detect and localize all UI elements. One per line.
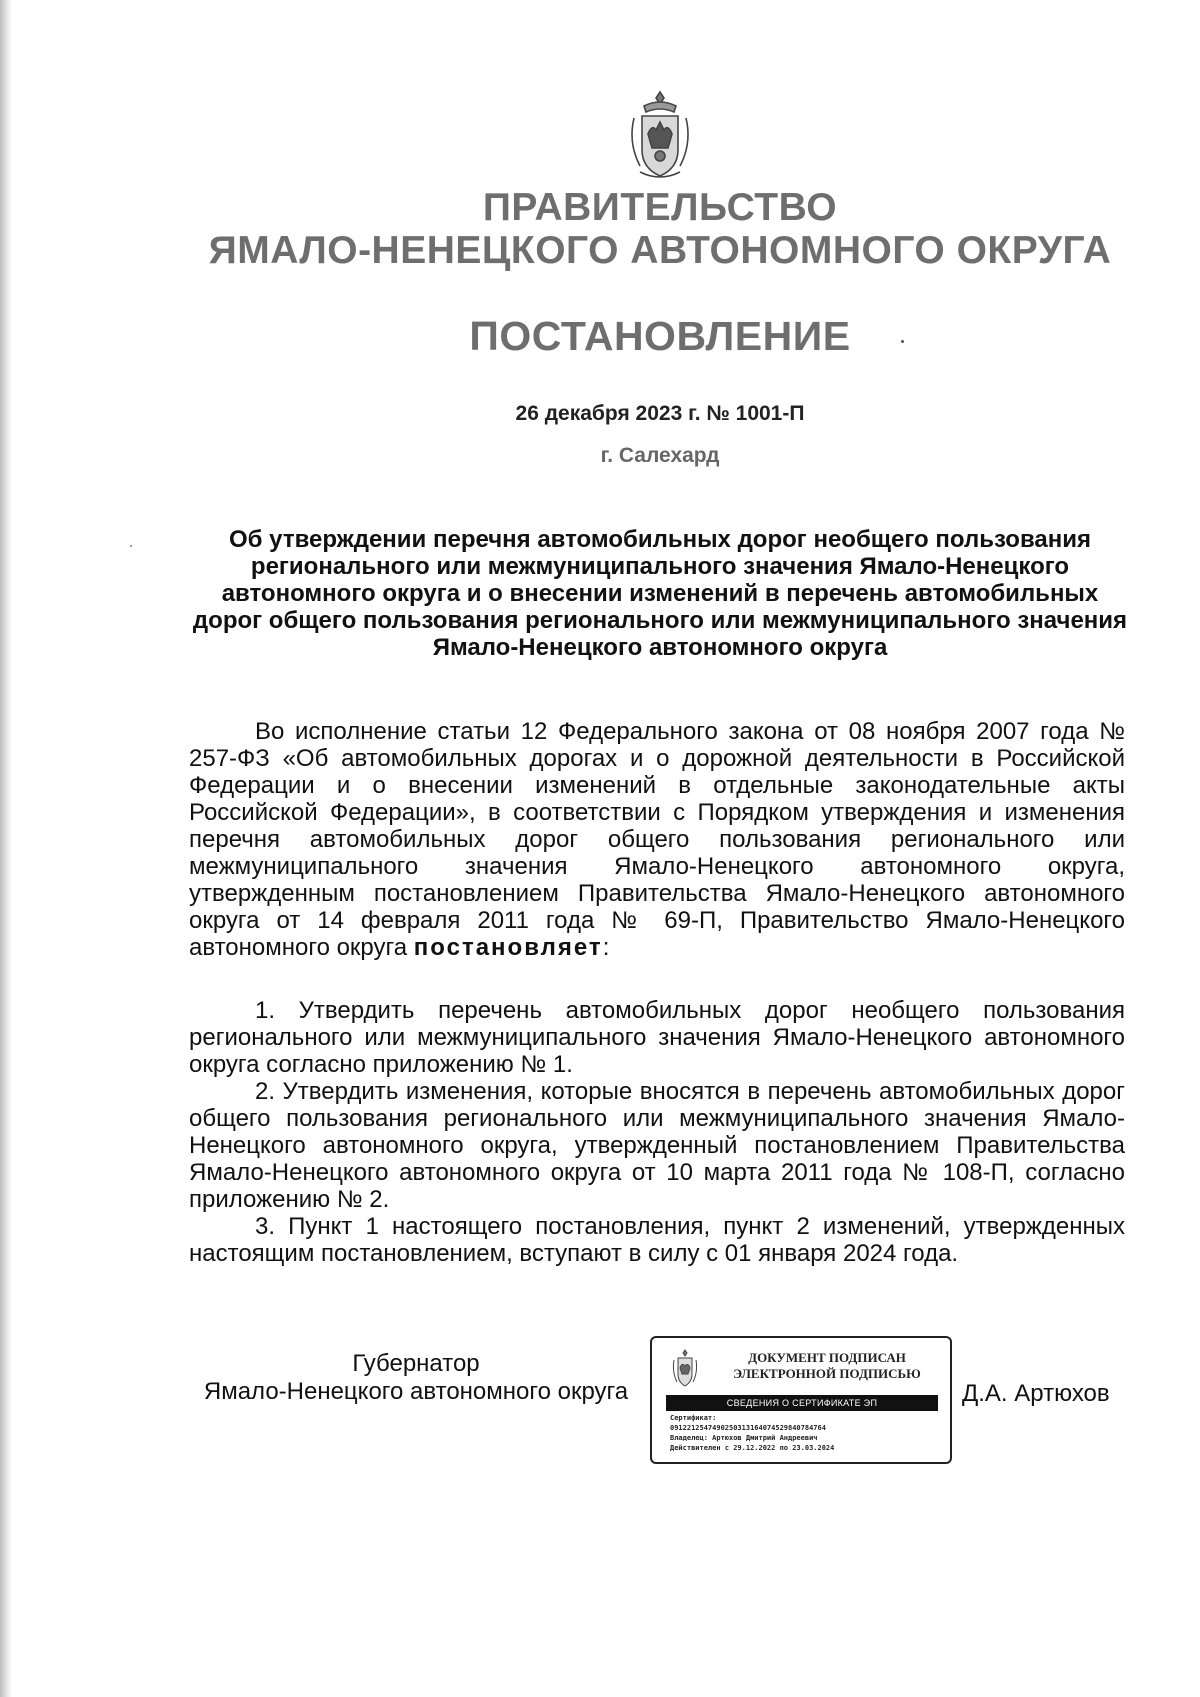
scan-edge-shadow bbox=[0, 0, 12, 1697]
preamble-paragraph bbox=[189, 718, 1125, 961]
government-title-line2: ЯМАЛО-НЕНЕЦКОГО АВТОНОМНОГО ОКРУГА bbox=[208, 229, 1112, 272]
signer-position-line1: Губернатор bbox=[352, 1350, 480, 1377]
small-coat-of-arms-icon bbox=[670, 1348, 700, 1390]
stamp-title-line1: ДОКУМЕНТ ПОДПИСАН bbox=[748, 1350, 906, 1365]
date-number: 26 декабря 2023 г. № 1001-П bbox=[515, 402, 805, 425]
stamp-owner: Владелец: Артюхов Дмитрий Андреевич bbox=[670, 1434, 818, 1442]
document-subject: Об утверждении перечня автомобильных дорог необщего пользования регионального или межмуниципального значения Ямало-Ненецкого автономного округа и о внесении изменений в перечень автомобильных дорог общего пользования регионального или межмуниципального значения Ямало-Ненецкого автономного округа bbox=[192, 526, 1128, 661]
electronic-signature-stamp bbox=[650, 1336, 952, 1464]
decree-item-2: 2. Утвердить изменения, которые вносятся в перечень автомобильных дорог общего пользования регионального или межмуниципального значения Ямало-Ненецкого автономного округа, утвержденный постановлением Правительства Ямало-Ненецкого автономного округа от 10 марта 2011 года № 108-П, согласно приложению № 2. bbox=[189, 1078, 1125, 1213]
signer-position-line2: Ямало-Ненецкого автономного округа bbox=[203, 1378, 629, 1405]
decree-word: постановляет bbox=[413, 934, 603, 961]
scan-speck bbox=[901, 340, 904, 343]
decree-item-3: 3. Пункт 1 настоящего постановления, пункт 2 изменений, утвержденных настоящим постановлением, вступают в силу с 01 января 2024 года. bbox=[189, 1213, 1125, 1267]
preamble-tail: : bbox=[602, 934, 610, 961]
signer-name: Д.А. Артюхов bbox=[962, 1380, 1110, 1407]
city: г. Салехард bbox=[600, 444, 720, 467]
stamp-details bbox=[670, 1413, 940, 1453]
signer-position bbox=[150, 1350, 682, 1406]
stamp-validity: Действителен с 29.12.2022 по 23.03.2024 bbox=[670, 1444, 835, 1452]
decree-items bbox=[189, 997, 1125, 1267]
stamp-certificate-value: 0912212547490250313164074529840784764 bbox=[670, 1424, 826, 1432]
stamp-certificate-label: Сертификат: bbox=[670, 1414, 717, 1422]
stamp-certificate-bar: СВЕДЕНИЯ О СЕРТИФИКАТЕ ЭП bbox=[666, 1395, 938, 1411]
preamble-text: Во исполнение статьи 12 Федерального закона от 08 ноября 2007 года № 257-ФЗ «Об автомобильных дорогах и о дорожной деятельности в Российской Федерации и о внесении изменений в отдельные законодательные акты Российской Федерации», в соответствии с Порядком утверждения и изменения перечня автомобильных дорог общего пользования регионального или межмуниципального значения Ямало-Ненецкого автономного округа, утвержденным постановлением Правительства Ямало-Ненецкого автономного округа от 14 февраля 2011 года № 69-П, Правительство Ямало-Ненецкого автономного округа bbox=[189, 718, 1125, 961]
yamal-coat-of-arms-icon bbox=[622, 88, 698, 184]
scan-speck-left bbox=[130, 545, 132, 547]
document-type: ПОСТАНОВЛЕНИЕ bbox=[469, 313, 851, 359]
stamp-title bbox=[710, 1350, 944, 1382]
government-title-line1: ПРАВИТЕЛЬСТВО bbox=[482, 186, 838, 229]
stamp-title-line2: ЭЛЕКТРОННОЙ ПОДПИСЬЮ bbox=[733, 1366, 921, 1381]
decree-item-1: 1. Утвердить перечень автомобильных дорог необщего пользования регионального или межмуниципального значения Ямало-Ненецкого автономного округа согласно приложению № 1. bbox=[189, 997, 1125, 1078]
